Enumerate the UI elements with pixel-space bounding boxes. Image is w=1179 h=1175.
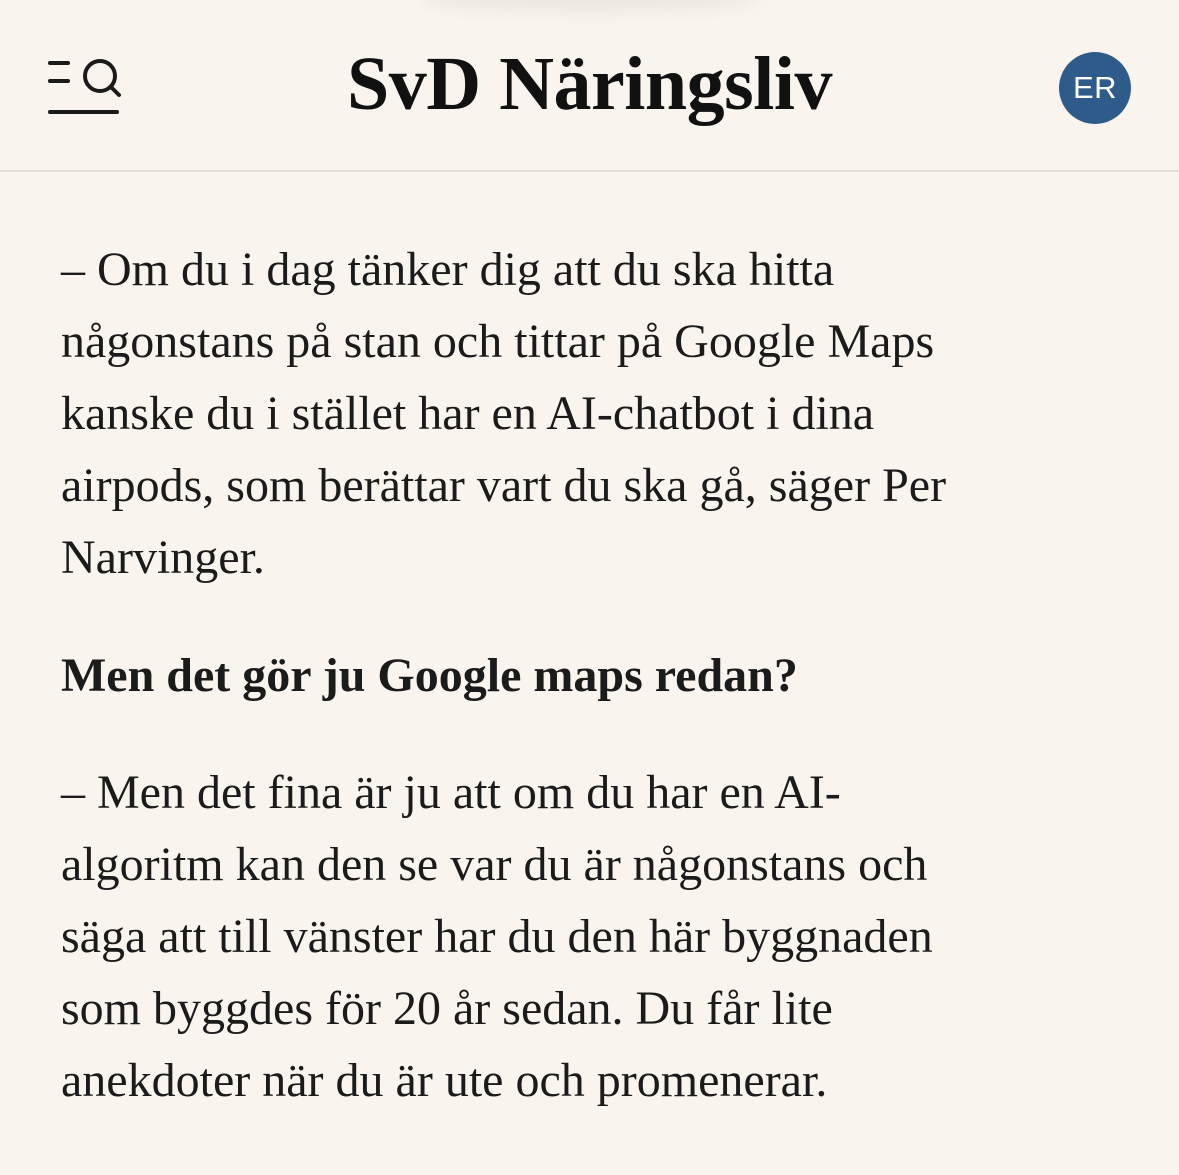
user-avatar[interactable]: ER <box>1059 52 1131 124</box>
article-question-heading: Men det gör ju Google maps redan? <box>61 649 798 702</box>
top-shadow <box>420 0 760 12</box>
article-body <box>61 234 1121 1117</box>
brand-logo[interactable]: SvD Näringsliv <box>347 42 832 126</box>
article-paragraph-2: – Men det fina är ju att om du har en AI- algoritm kan den se var du är någonstans och säga att till vänster har du den här byggnaden som byggdes för 20 år sedan. Du får lite anekdoter när du är ute och promenerar. <box>61 766 933 1107</box>
site-header <box>0 0 1179 172</box>
article-paragraph-1: – Om du i dag tänker dig att du ska hitta någonstans på stan och tittar på Google Maps kanske du i stället har en AI-chatbot i dina airpods, som berättar vart du ska gå, säger Per Narvinger. <box>61 243 947 584</box>
